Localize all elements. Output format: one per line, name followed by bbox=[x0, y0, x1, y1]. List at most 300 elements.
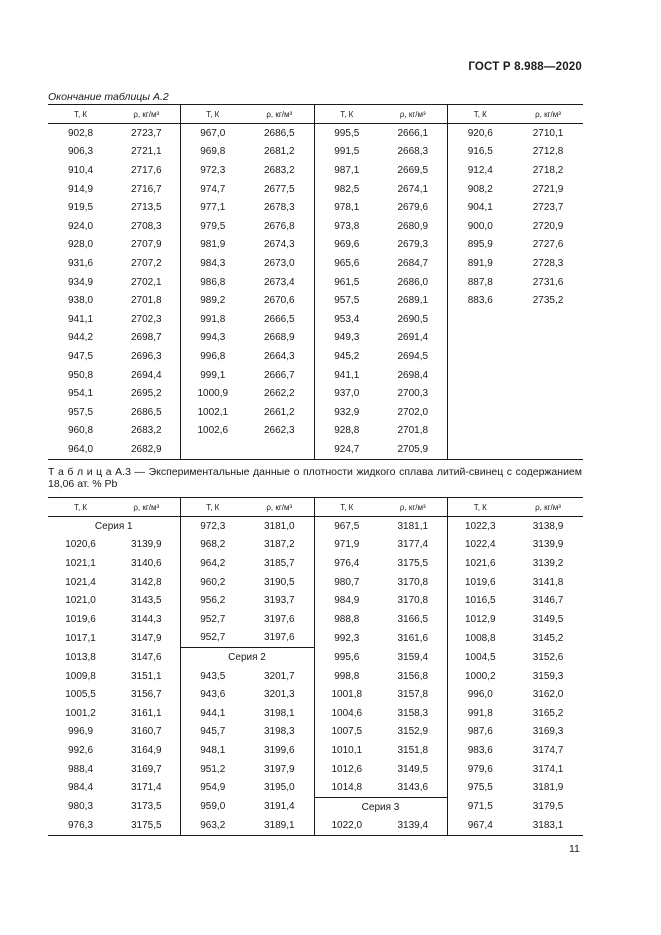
cell-temperature: 932,9 bbox=[334, 406, 360, 418]
cell-temperature: 906,3 bbox=[67, 146, 94, 158]
cell-temperature: 920,6 bbox=[467, 127, 493, 139]
cell-density: 3175,5 bbox=[113, 817, 180, 836]
cell-temperature: 954,1 bbox=[67, 388, 94, 400]
cell-temperature: 944,2 bbox=[67, 332, 94, 344]
cell-temperature: 969,8 bbox=[200, 146, 226, 158]
cell-density: 2727,6 bbox=[532, 239, 564, 251]
cell-temperature: 928,0 bbox=[67, 239, 94, 251]
cell-density: 3195,0 bbox=[245, 778, 314, 797]
cell-temperature: 934,9 bbox=[67, 276, 94, 288]
table-row bbox=[48, 124, 583, 143]
cell-density: 3197,9 bbox=[245, 760, 314, 779]
cell-temperature: 1016,5 bbox=[464, 595, 496, 607]
cell-temperature: 964,2 bbox=[200, 557, 226, 569]
cell-temperature: 953,4 bbox=[334, 313, 360, 325]
cell-density: 2708,3 bbox=[113, 217, 180, 236]
cell-density: 2710,1 bbox=[532, 127, 564, 139]
cell-density: 3201,7 bbox=[245, 667, 314, 686]
cell-temperature: 963,2 bbox=[180, 817, 245, 836]
cell-temperature: 965,6 bbox=[334, 257, 360, 269]
cell-temperature: 931,6 bbox=[67, 257, 94, 269]
cell-density: 3142,8 bbox=[113, 573, 180, 592]
cell-density: 2679,3 bbox=[379, 236, 447, 255]
cell-temperature: 1000,2 bbox=[464, 670, 496, 682]
table-row bbox=[48, 236, 583, 255]
cell-temperature: 969,6 bbox=[334, 239, 360, 251]
cell-density: 3149,5 bbox=[379, 760, 447, 779]
cell-density: 3191,4 bbox=[245, 797, 314, 816]
document-header: ГОСТ Р 8.988—2020 bbox=[468, 61, 582, 73]
cell-density: 3174,7 bbox=[532, 744, 564, 756]
cell-temperature: 996,9 bbox=[67, 726, 94, 738]
cell-density: 3152,6 bbox=[532, 651, 564, 663]
cell-temperature: 1019,6 bbox=[464, 576, 496, 588]
cell-temperature: 902,8 bbox=[67, 127, 94, 139]
cell-temperature: 1020,6 bbox=[65, 539, 96, 551]
cell-temperature: 972,3 bbox=[200, 164, 226, 176]
table-row bbox=[48, 723, 583, 742]
cell-density: 2717,6 bbox=[113, 161, 180, 180]
cell-density: 2679,6 bbox=[379, 198, 447, 217]
column-header-density: ρ, кг/м³ bbox=[379, 498, 447, 517]
cell-temperature: 954,9 bbox=[200, 782, 226, 794]
cell-temperature: 961,5 bbox=[334, 276, 360, 288]
cell-density: 2677,5 bbox=[245, 180, 314, 199]
cell-density: 3197,6 bbox=[245, 629, 314, 648]
cell-density: 2670,6 bbox=[245, 291, 314, 310]
cell-temperature: 891,9 bbox=[467, 257, 493, 269]
cell-temperature: 928,8 bbox=[334, 425, 360, 437]
cell-density: 2720,9 bbox=[532, 220, 564, 232]
cell-temperature: 983,6 bbox=[467, 744, 493, 756]
cell-temperature: 1002,6 bbox=[197, 425, 229, 437]
cell-temperature: 1013,8 bbox=[65, 651, 96, 663]
cell-density bbox=[513, 403, 583, 422]
cell-density: 2718,2 bbox=[532, 164, 564, 176]
cell-temperature: 984,3 bbox=[200, 257, 226, 269]
cell-density: 2698,7 bbox=[113, 329, 180, 348]
cell-density: 3193,7 bbox=[245, 591, 314, 610]
cell-density: 2668,3 bbox=[379, 143, 447, 162]
cell-temperature: 944,1 bbox=[200, 707, 226, 719]
cell-temperature: 912,4 bbox=[467, 164, 493, 176]
cell-density: 3159,3 bbox=[532, 670, 564, 682]
cell-density: 3147,6 bbox=[113, 648, 180, 667]
cell-temperature: 976,4 bbox=[334, 557, 360, 569]
cell-density: 3171,4 bbox=[113, 778, 180, 797]
cell-density bbox=[513, 384, 583, 403]
cell-temperature: 960,2 bbox=[200, 576, 226, 588]
cell-density: 2684,7 bbox=[379, 254, 447, 273]
cell-density: 3144,3 bbox=[113, 610, 180, 629]
cell-temperature: 937,0 bbox=[334, 388, 360, 400]
cell-temperature: 1001,8 bbox=[331, 689, 363, 701]
table-a3 bbox=[48, 497, 583, 836]
cell-density: 3170,8 bbox=[379, 573, 447, 592]
table-row bbox=[48, 554, 583, 573]
cell-density: 3143,5 bbox=[113, 591, 180, 610]
cell-density: 3145,2 bbox=[532, 632, 564, 644]
cell-temperature: 941,1 bbox=[67, 313, 94, 325]
cell-density: 2686,5 bbox=[113, 403, 180, 422]
cell-temperature: 1008,8 bbox=[464, 632, 496, 644]
cell-temperature: 910,4 bbox=[67, 164, 94, 176]
cell-density bbox=[513, 310, 583, 329]
cell-density: 3139,4 bbox=[379, 817, 447, 836]
cell-temperature: 977,1 bbox=[200, 202, 226, 214]
cell-density: 2666,7 bbox=[245, 366, 314, 385]
cell-density bbox=[513, 347, 583, 366]
table-a3-header-row bbox=[48, 498, 583, 517]
cell-density: 3156,8 bbox=[379, 667, 447, 686]
cell-temperature: 996,0 bbox=[467, 689, 493, 701]
cell-temperature: 938,0 bbox=[67, 295, 94, 307]
cell-temperature: 1002,1 bbox=[197, 406, 229, 418]
table-row bbox=[48, 329, 583, 348]
table-row bbox=[48, 217, 583, 236]
cell-density: 3139,9 bbox=[113, 536, 180, 555]
cell-temperature: 1012,9 bbox=[464, 613, 496, 625]
column-header-density: ρ, кг/м³ bbox=[245, 105, 314, 124]
cell-density: 3187,2 bbox=[245, 536, 314, 555]
cell-temperature: 945,2 bbox=[334, 350, 360, 362]
table-row bbox=[48, 384, 583, 403]
cell-density: 2721,9 bbox=[532, 183, 564, 195]
cell-density: 2669,5 bbox=[379, 161, 447, 180]
cell-density: 3151,8 bbox=[379, 741, 447, 760]
cell-temperature: 1007,5 bbox=[331, 726, 363, 738]
cell-temperature: 1004,5 bbox=[464, 651, 496, 663]
cell-temperature: 971,5 bbox=[467, 801, 493, 813]
cell-density bbox=[245, 440, 314, 459]
cell-temperature: 974,7 bbox=[200, 183, 226, 195]
cell-temperature: 968,2 bbox=[200, 539, 226, 551]
cell-density: 3164,9 bbox=[113, 741, 180, 760]
cell-density: 3147,9 bbox=[113, 629, 180, 648]
cell-density: 2678,3 bbox=[245, 198, 314, 217]
cell-density: 3185,7 bbox=[245, 554, 314, 573]
cell-temperature: 998,8 bbox=[334, 670, 360, 682]
table-row bbox=[48, 254, 583, 273]
cell-temperature: 996,8 bbox=[200, 350, 226, 362]
cell-density: 2666,1 bbox=[379, 124, 447, 143]
cell-temperature: 957,5 bbox=[67, 406, 94, 418]
cell-temperature: 952,7 bbox=[200, 613, 226, 625]
cell-temperature: 900,0 bbox=[467, 220, 493, 232]
cell-density: 2707,9 bbox=[113, 236, 180, 255]
cell-temperature bbox=[180, 440, 245, 459]
cell-temperature: 987,6 bbox=[467, 726, 493, 738]
cell-density: 3165,2 bbox=[532, 707, 564, 719]
cell-temperature: 1012,6 bbox=[331, 763, 363, 775]
cell-density: 2686,0 bbox=[379, 273, 447, 292]
cell-temperature: 950,8 bbox=[67, 369, 94, 381]
cell-density: 3162,0 bbox=[532, 689, 564, 701]
cell-density: 2723,7 bbox=[532, 202, 564, 214]
table-row bbox=[48, 517, 583, 536]
cell-temperature bbox=[447, 422, 513, 441]
cell-density: 2668,9 bbox=[245, 329, 314, 348]
table-row bbox=[48, 741, 583, 760]
cell-density: 3201,3 bbox=[245, 685, 314, 704]
column-header-density: ρ, кг/м³ bbox=[379, 105, 447, 124]
cell-temperature: 947,5 bbox=[67, 350, 94, 362]
cell-temperature: 967,5 bbox=[334, 520, 360, 532]
cell-temperature: 1022,0 bbox=[314, 817, 379, 836]
cell-temperature: 971,9 bbox=[334, 539, 360, 551]
cell-density: 2695,2 bbox=[113, 384, 180, 403]
table-row bbox=[48, 440, 583, 459]
cell-density: 3177,4 bbox=[379, 536, 447, 555]
cell-density: 3138,9 bbox=[532, 520, 564, 532]
cell-temperature bbox=[447, 403, 513, 422]
table-row bbox=[48, 161, 583, 180]
cell-temperature: 1022,4 bbox=[464, 539, 496, 551]
cell-density: 2705,9 bbox=[379, 440, 447, 459]
cell-density: 2662,3 bbox=[245, 422, 314, 441]
cell-temperature: 988,4 bbox=[67, 763, 94, 775]
cell-density: 3149,5 bbox=[532, 613, 564, 625]
cell-temperature: 986,8 bbox=[200, 276, 226, 288]
cell-temperature: 975,5 bbox=[467, 782, 493, 794]
cell-density: 2664,3 bbox=[245, 347, 314, 366]
table-row bbox=[48, 685, 583, 704]
cell-density: 3183,1 bbox=[513, 817, 583, 836]
cell-density: 3157,8 bbox=[379, 685, 447, 704]
cell-temperature: 952,7 bbox=[200, 632, 226, 644]
cell-temperature: 1009,8 bbox=[65, 670, 96, 682]
table-row bbox=[48, 760, 583, 779]
table-row bbox=[48, 347, 583, 366]
table-a2-caption: Окончание таблицы А.2 bbox=[48, 91, 169, 103]
cell-density: 3146,7 bbox=[532, 595, 564, 607]
cell-density: 2666,5 bbox=[245, 310, 314, 329]
table-a3-caption: Т а б л и ц а А.3 — Экспериментальные данные о плотности жидкого сплава литий-свинец с содержанием 18,06 ат. % Pb bbox=[48, 466, 582, 490]
cell-temperature: 967,0 bbox=[200, 127, 226, 139]
cell-temperature: 988,8 bbox=[334, 613, 360, 625]
cell-density: 3181,1 bbox=[379, 517, 447, 536]
table-row bbox=[48, 817, 583, 836]
cell-density: 2713,5 bbox=[113, 198, 180, 217]
cell-temperature: 1021,6 bbox=[464, 557, 496, 569]
cell-temperature: 916,5 bbox=[467, 146, 493, 158]
cell-temperature: 904,1 bbox=[467, 202, 493, 214]
cell-density: 3141,8 bbox=[532, 576, 564, 588]
cell-density: 2690,5 bbox=[379, 310, 447, 329]
cell-density: 3179,5 bbox=[532, 801, 564, 813]
column-header-density: ρ, кг/м³ bbox=[513, 105, 583, 124]
table-row bbox=[48, 366, 583, 385]
cell-temperature bbox=[447, 440, 513, 459]
cell-temperature: 979,6 bbox=[467, 763, 493, 775]
series-label: Серия 1 bbox=[48, 517, 180, 536]
cell-temperature: 980,7 bbox=[334, 576, 360, 588]
cell-temperature: 1010,1 bbox=[331, 744, 363, 756]
cell-temperature: 1019,6 bbox=[65, 613, 96, 625]
table-row bbox=[48, 403, 583, 422]
cell-temperature: 1001,2 bbox=[65, 707, 96, 719]
cell-density: 3181,0 bbox=[245, 517, 314, 536]
table-row bbox=[48, 198, 583, 217]
cell-density: 3198,3 bbox=[245, 723, 314, 742]
cell-density: 3173,5 bbox=[113, 797, 180, 816]
cell-density: 2712,8 bbox=[532, 146, 564, 158]
cell-temperature: 1021,1 bbox=[65, 557, 96, 569]
cell-temperature: 948,1 bbox=[200, 744, 226, 756]
cell-temperature: 943,6 bbox=[200, 689, 226, 701]
cell-density bbox=[513, 366, 583, 385]
cell-temperature: 895,9 bbox=[467, 239, 493, 251]
cell-temperature: 980,3 bbox=[67, 801, 94, 813]
table-a2-header-row bbox=[48, 105, 583, 124]
column-header-density: ρ, кг/м³ bbox=[113, 105, 180, 124]
table-row bbox=[48, 797, 583, 816]
cell-density: 2683,2 bbox=[113, 422, 180, 441]
cell-temperature: 967,4 bbox=[447, 817, 513, 836]
cell-density: 3169,3 bbox=[532, 726, 564, 738]
cell-temperature: 941,1 bbox=[334, 369, 360, 381]
cell-temperature: 914,9 bbox=[67, 183, 94, 195]
cell-density: 3166,5 bbox=[379, 610, 447, 629]
cell-density: 3156,7 bbox=[113, 685, 180, 704]
cell-temperature: 992,6 bbox=[67, 744, 94, 756]
cell-density: 2689,1 bbox=[379, 291, 447, 310]
cell-temperature: 995,5 bbox=[334, 127, 360, 139]
column-header-temperature: Т, К bbox=[447, 105, 513, 124]
cell-density: 3181,9 bbox=[532, 782, 564, 794]
cell-temperature bbox=[447, 310, 513, 329]
cell-temperature: 979,5 bbox=[200, 220, 226, 232]
column-header-density: ρ, кг/м³ bbox=[113, 498, 180, 517]
cell-density: 3139,2 bbox=[532, 557, 564, 569]
cell-density: 3198,1 bbox=[245, 704, 314, 723]
table-row bbox=[48, 778, 583, 797]
cell-density: 3197,6 bbox=[245, 610, 314, 629]
cell-density: 2680,9 bbox=[379, 217, 447, 236]
cell-density: 2673,4 bbox=[245, 273, 314, 292]
cell-temperature: 908,2 bbox=[467, 183, 493, 195]
column-header-temperature: Т, К bbox=[180, 498, 245, 517]
table-row bbox=[48, 180, 583, 199]
page-number: 11 bbox=[569, 843, 580, 855]
cell-temperature: 994,3 bbox=[200, 332, 226, 344]
cell-temperature: 943,5 bbox=[200, 670, 226, 682]
cell-density: 2683,2 bbox=[245, 161, 314, 180]
cell-density: 3151,1 bbox=[113, 667, 180, 686]
table-row bbox=[48, 610, 583, 629]
table-row bbox=[48, 667, 583, 686]
cell-density: 3139,9 bbox=[532, 539, 564, 551]
cell-temperature: 973,8 bbox=[334, 220, 360, 232]
cell-temperature: 924,7 bbox=[314, 440, 379, 459]
cell-density bbox=[513, 422, 583, 441]
cell-temperature: 957,5 bbox=[334, 295, 360, 307]
table-row bbox=[48, 291, 583, 310]
table-row bbox=[48, 536, 583, 555]
cell-temperature: 924,0 bbox=[67, 220, 94, 232]
cell-density: 3143,6 bbox=[379, 778, 447, 797]
cell-temperature bbox=[447, 347, 513, 366]
cell-temperature: 945,7 bbox=[200, 726, 226, 738]
cell-density: 2700,3 bbox=[379, 384, 447, 403]
cell-density: 3189,1 bbox=[245, 817, 314, 836]
cell-temperature: 1017,1 bbox=[65, 632, 96, 644]
table-row bbox=[48, 629, 583, 648]
cell-density: 3140,6 bbox=[113, 554, 180, 573]
cell-density: 3160,7 bbox=[113, 723, 180, 742]
cell-temperature bbox=[447, 384, 513, 403]
cell-temperature: 1022,3 bbox=[464, 520, 496, 532]
cell-density: 2707,2 bbox=[113, 254, 180, 273]
cell-temperature: 949,3 bbox=[334, 332, 360, 344]
cell-temperature: 1014,8 bbox=[331, 782, 363, 794]
cell-temperature: 976,3 bbox=[48, 817, 113, 836]
cell-temperature bbox=[447, 329, 513, 348]
cell-temperature: 972,3 bbox=[200, 520, 226, 532]
cell-density: 3199,6 bbox=[245, 741, 314, 760]
table-row bbox=[48, 573, 583, 592]
cell-temperature: 887,8 bbox=[467, 276, 493, 288]
cell-temperature: 1000,9 bbox=[197, 388, 229, 400]
series-label: Серия 2 bbox=[180, 648, 314, 667]
cell-temperature: 919,5 bbox=[67, 202, 94, 214]
cell-density: 2691,4 bbox=[379, 329, 447, 348]
cell-density: 2731,6 bbox=[532, 276, 564, 288]
cell-density: 2716,7 bbox=[113, 180, 180, 199]
cell-density: 2723,7 bbox=[113, 124, 180, 143]
column-header-temperature: Т, К bbox=[48, 498, 113, 517]
cell-density: 2682,9 bbox=[113, 440, 180, 459]
cell-temperature: 992,3 bbox=[334, 632, 360, 644]
cell-density: 2735,2 bbox=[532, 295, 564, 307]
cell-temperature: 987,1 bbox=[334, 164, 360, 176]
cell-temperature: 964,0 bbox=[48, 440, 113, 459]
cell-temperature: 1004,6 bbox=[331, 707, 363, 719]
cell-density: 3161,1 bbox=[113, 704, 180, 723]
cell-density: 3169,7 bbox=[113, 760, 180, 779]
cell-temperature: 984,4 bbox=[67, 782, 94, 794]
cell-density: 3175,5 bbox=[379, 554, 447, 573]
table-row bbox=[48, 310, 583, 329]
table-row bbox=[48, 422, 583, 441]
cell-density: 3158,3 bbox=[379, 704, 447, 723]
cell-temperature: 959,0 bbox=[200, 801, 226, 813]
cell-density: 3170,8 bbox=[379, 591, 447, 610]
cell-temperature: 995,6 bbox=[334, 651, 360, 663]
column-header-temperature: Т, К bbox=[314, 105, 379, 124]
column-header-density: ρ, кг/м³ bbox=[245, 498, 314, 517]
cell-temperature bbox=[447, 366, 513, 385]
cell-density: 2702,0 bbox=[379, 403, 447, 422]
cell-density: 2674,1 bbox=[379, 180, 447, 199]
table-row bbox=[48, 591, 583, 610]
cell-density: 3152,9 bbox=[379, 723, 447, 742]
column-header-temperature: Т, К bbox=[447, 498, 513, 517]
cell-density: 2701,8 bbox=[379, 422, 447, 441]
cell-density: 2702,3 bbox=[113, 310, 180, 329]
cell-temperature: 991,8 bbox=[467, 707, 493, 719]
table-a2 bbox=[48, 104, 583, 460]
cell-temperature: 1005,5 bbox=[65, 689, 96, 701]
cell-density: 2681,2 bbox=[245, 143, 314, 162]
cell-density: 2694,4 bbox=[113, 366, 180, 385]
table-row bbox=[48, 143, 583, 162]
column-header-temperature: Т, К bbox=[180, 105, 245, 124]
cell-temperature: 951,2 bbox=[200, 763, 226, 775]
cell-density: 2696,3 bbox=[113, 347, 180, 366]
cell-density: 2698,4 bbox=[379, 366, 447, 385]
cell-density: 2702,1 bbox=[113, 273, 180, 292]
